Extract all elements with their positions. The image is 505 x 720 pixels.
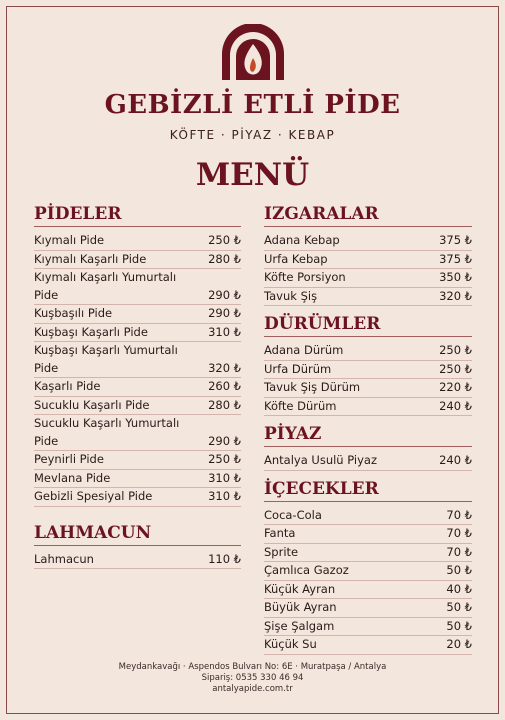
item-price: 320 ₺	[439, 288, 472, 303]
item-name: Peynirli Pide	[34, 452, 104, 466]
menu-section	[264, 477, 472, 655]
item-price: 320 ₺	[208, 360, 241, 375]
item-name: Sprite	[264, 544, 299, 559]
menu-item	[264, 562, 472, 581]
menu-item	[34, 415, 241, 451]
item-price: 280 ₺	[208, 251, 241, 266]
menu-item	[34, 342, 241, 378]
item-name: Tavuk Şiş	[264, 288, 318, 303]
menu-item	[264, 581, 472, 600]
menu-item	[34, 324, 241, 343]
item-name: Sucuklu Kaşarlı Yumurtalı Pide	[34, 416, 180, 448]
item-name: Tavuk Şiş Dürüm	[264, 380, 361, 394]
section-title: IZGARALAR	[264, 202, 472, 227]
footer	[0, 662, 505, 695]
item-name: Kıymalı Kaşarlı Yumurtalı Pide	[34, 270, 177, 302]
menu-item	[34, 470, 241, 489]
item-name: Kaşarlı Pide	[34, 379, 101, 393]
item-price: 250 ₺	[439, 361, 472, 376]
menu-item	[264, 507, 472, 526]
item-name: Köfte Dürüm	[264, 398, 337, 413]
footer-address: Meydankavağı · Aspendos Bulvarı No: 6E · Muratpaşa / Antalya	[118, 662, 387, 672]
item-price: 50 ₺	[446, 563, 472, 577]
menu-item	[264, 544, 472, 563]
item-price: 70 ₺	[446, 526, 472, 540]
item-price: 290 ₺	[208, 433, 241, 448]
brand-name: GEBİZLİ ETLİ PİDE	[104, 90, 401, 120]
item-name: Kuşbaşılı Pide	[34, 306, 113, 320]
item-name: Kıymalı Kaşarlı Pide	[34, 251, 147, 266]
menu-item	[264, 525, 472, 544]
item-price: 310 ₺	[208, 470, 241, 485]
menu-item	[264, 288, 472, 307]
menu-item	[264, 398, 472, 417]
item-name: Coca-Cola	[264, 507, 322, 522]
item-name: Sucuklu Kaşarlı Pide	[34, 397, 150, 412]
item-name: Çamlıca Gazoz	[264, 563, 349, 577]
item-price: 240 ₺	[439, 398, 472, 413]
item-name: Adana Kebap	[264, 233, 340, 247]
item-price: 70 ₺	[446, 507, 472, 522]
item-price: 250 ₺	[208, 452, 241, 466]
menu-item	[34, 451, 241, 470]
menu-section	[34, 202, 241, 507]
item-price: 375 ₺	[439, 251, 472, 266]
item-name: Büyük Ayran	[264, 600, 337, 614]
section-title: DÜRÜMLER	[264, 312, 472, 337]
item-name: Adana Dürüm	[264, 343, 344, 357]
item-name: Urfa Dürüm	[264, 361, 332, 376]
menu-item	[34, 251, 241, 270]
menu-title: MENÜ	[195, 157, 310, 193]
menu-section	[264, 202, 472, 306]
menu-item	[264, 232, 472, 251]
menu-item	[264, 618, 472, 637]
item-price: 280 ₺	[208, 397, 241, 412]
menu-item	[34, 551, 241, 570]
menu-item	[264, 361, 472, 380]
menu-item	[264, 342, 472, 361]
menu-item	[264, 379, 472, 398]
item-price: 290 ₺	[208, 306, 241, 320]
item-price: 110 ₺	[208, 551, 241, 566]
right-column	[264, 202, 472, 661]
item-name: Küçük Ayran	[264, 581, 336, 596]
section-title: PİDELER	[34, 202, 241, 227]
menu-item	[34, 232, 241, 251]
item-price: 250 ₺	[208, 233, 241, 247]
item-name: Fanta	[264, 526, 296, 540]
oven-flame-logo-icon	[216, 24, 290, 82]
menu-item	[34, 488, 241, 507]
section-title: PİYAZ	[264, 422, 472, 447]
item-name: Kuşbaşı Kaşarlı Pide	[34, 324, 148, 339]
item-price: 250 ₺	[439, 343, 472, 357]
item-name: Mevlana Pide	[34, 470, 111, 485]
item-price: 20 ₺	[446, 637, 472, 651]
menu-item	[264, 269, 472, 288]
item-name: Küçük Su	[264, 637, 317, 651]
left-column	[34, 202, 241, 575]
item-price: 240 ₺	[439, 453, 472, 467]
item-price: 40 ₺	[446, 581, 472, 596]
item-name: Köfte Porsiyon	[264, 270, 346, 284]
menu-item	[34, 269, 241, 305]
item-name: Kıymalı Pide	[34, 233, 105, 247]
item-name: Lahmacun	[34, 551, 94, 566]
item-price: 350 ₺	[439, 270, 472, 284]
menu-item	[34, 378, 241, 397]
item-name: Şişe Şalgam	[264, 618, 335, 633]
item-name: Gebizli Spesiyal Pide	[34, 489, 153, 503]
menu-section	[264, 422, 472, 471]
section-title: İÇECEKLER	[264, 477, 472, 502]
footer-website: antalyapide.com.tr	[212, 684, 293, 694]
menu-item	[34, 305, 241, 324]
item-price: 310 ₺	[208, 324, 241, 339]
menu-item	[264, 452, 472, 471]
item-price: 260 ₺	[208, 379, 241, 393]
menu-item	[34, 397, 241, 416]
menu-item	[264, 599, 472, 618]
item-price: 50 ₺	[446, 618, 472, 633]
menu-item	[264, 251, 472, 270]
item-price: 70 ₺	[446, 544, 472, 559]
brand-tagline: KÖFTE · PİYAZ · KEBAP	[169, 128, 336, 142]
item-price: 290 ₺	[208, 287, 241, 302]
menu-section	[34, 521, 241, 570]
item-price: 375 ₺	[439, 233, 472, 247]
menu-section	[264, 312, 472, 416]
item-price: 310 ₺	[208, 489, 241, 503]
item-name: Antalya Usulü Piyaz	[264, 453, 378, 467]
item-name: Urfa Kebap	[264, 251, 328, 266]
item-price: 220 ₺	[439, 380, 472, 394]
item-name: Kuşbaşı Kaşarlı Yumurtalı Pide	[34, 343, 178, 375]
menu-item	[264, 636, 472, 655]
footer-phone: Sipariş: 0535 330 46 94	[201, 673, 304, 683]
item-price: 50 ₺	[446, 600, 472, 614]
section-title: LAHMACUN	[34, 521, 241, 546]
